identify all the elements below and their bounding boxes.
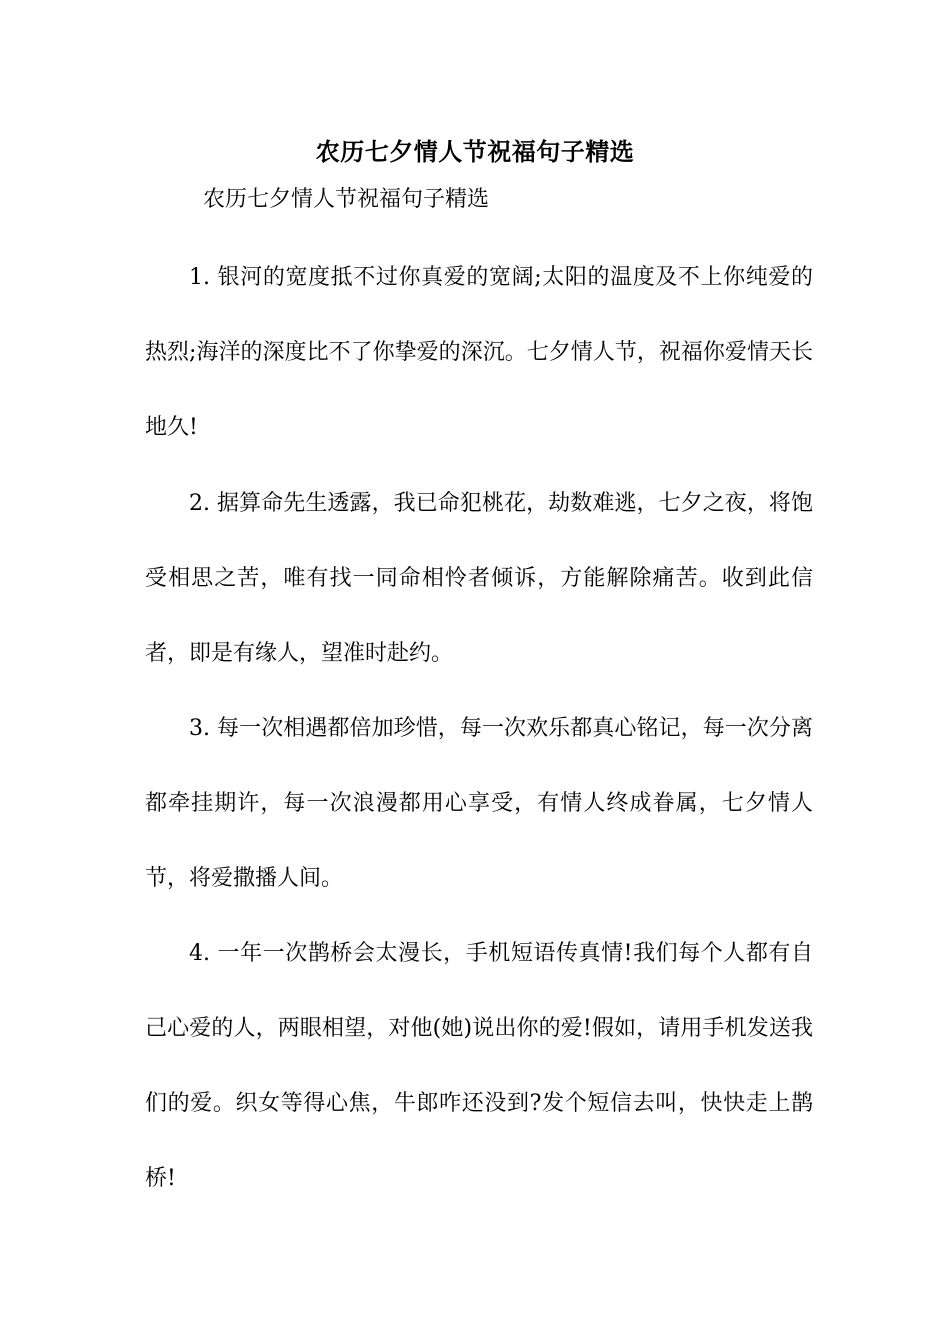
paragraph-2: 2. 据算命先生透露，我已命犯桃花，劫数难逃，七夕之夜，将饱受相思之苦，唯有找一同命相怜者倾诉，方能解除痛苦。收到此信者，即是有缘人，望准时赴约。 bbox=[145, 491, 813, 666]
paragraph-3: 3. 每一次相遇都倍加珍惜，每一次欢乐都真心铭记，每一次分离都牵挂期许，每一次浪漫都用心享受，有情人终成眷属，七夕情人节，将爱撒播人间。 bbox=[145, 716, 813, 891]
paragraph-1: 1. 银河的宽度抵不过你真爱的宽阔;太阳的温度及不上你纯爱的热烈;海洋的深度比不了你挚爱的深沉。七夕情人节，祝福你爱情天长地久! bbox=[145, 265, 813, 440]
paragraph-4: 4. 一年一次鹊桥会太漫长，手机短语传真情!我们每个人都有自己心爱的人，两眼相望，对他(她)说出你的爱!假如，请用手机发送我们的爱。织女等得心焦，牛郎咋还没到?发个短信去叫，快快走上鹊桥! bbox=[145, 941, 813, 1191]
document-title: 农历七夕情人节祝福句子精选 bbox=[315, 137, 635, 166]
document-subtitle: 农历七夕情人节祝福句子精选 bbox=[203, 187, 490, 212]
